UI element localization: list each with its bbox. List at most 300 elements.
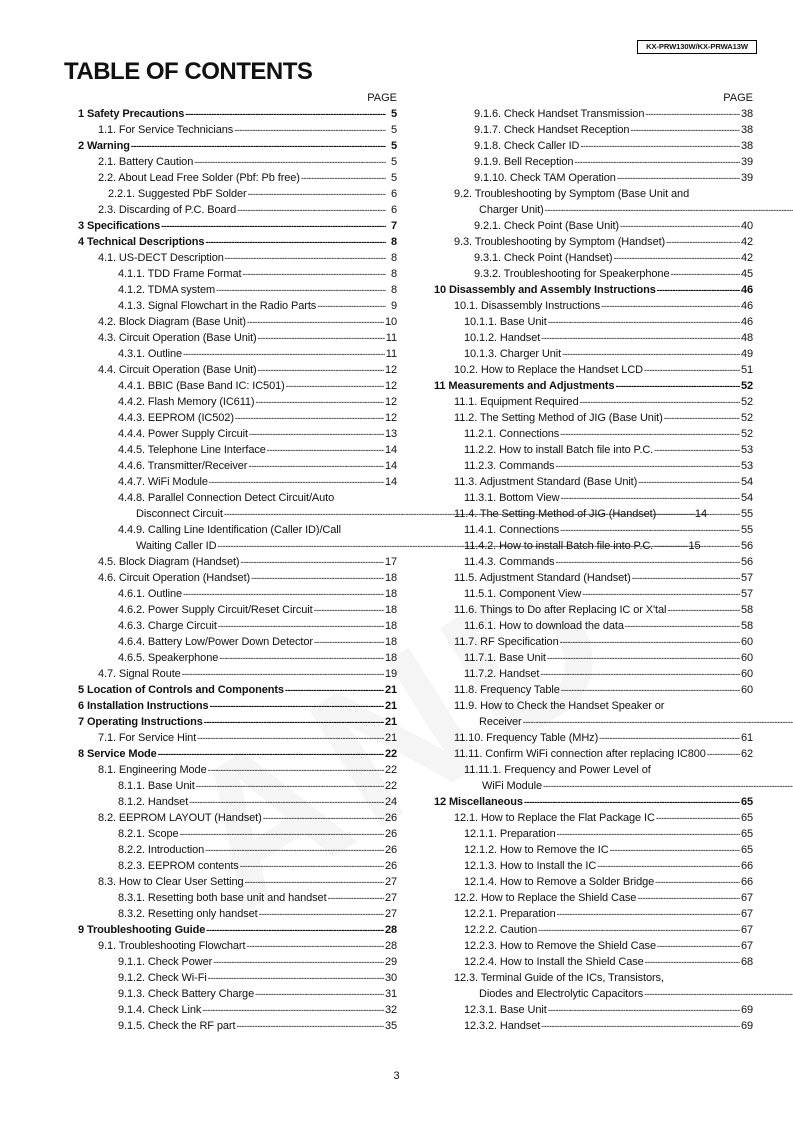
- toc-entry[interactable]: [434, 730, 753, 746]
- toc-entry-title: 10 Disassembly and Assembly Instructions: [434, 284, 656, 296]
- toc-entry-title: 5 Location of Controls and Components: [78, 684, 284, 696]
- toc-right-column: [434, 90, 753, 1034]
- toc-entry[interactable]: [78, 1002, 397, 1018]
- toc-entry[interactable]: [78, 362, 397, 378]
- dot-leader: [267, 443, 384, 458]
- toc-entry-title: 4.3.1. Outline: [118, 348, 183, 360]
- toc-entry[interactable]: [434, 330, 753, 346]
- dot-leader: [547, 651, 740, 666]
- toc-entry-page: 45: [740, 268, 753, 280]
- toc-entry[interactable]: [78, 778, 397, 794]
- toc-entry-page: 28: [384, 940, 397, 952]
- toc-entry-title: 4.4. Circuit Operation (Base Unit): [98, 364, 257, 376]
- toc-entry-page: 21: [384, 716, 397, 728]
- toc-entry-title: 9.1.8. Check Caller ID: [474, 140, 580, 152]
- toc-entry[interactable]: [78, 122, 397, 138]
- toc-entry-page: 55: [740, 524, 753, 536]
- toc-entry-page: 19: [384, 668, 397, 680]
- toc-entry-page: 24: [384, 796, 397, 808]
- toc-entry[interactable]: [434, 618, 753, 634]
- toc-entry-page: 28: [384, 924, 397, 936]
- toc-entry[interactable]: [78, 714, 397, 730]
- toc-entry-title: 9.1.5. Check the RF part: [118, 1020, 236, 1032]
- dot-leader: [524, 795, 740, 810]
- toc-entry-page: 52: [740, 396, 753, 408]
- toc-entry-title: 8 Service Mode: [78, 748, 157, 760]
- dot-leader: [255, 987, 384, 1002]
- toc-entry[interactable]: [78, 570, 397, 586]
- toc-entry[interactable]: [434, 1002, 753, 1018]
- toc-entry[interactable]: [434, 170, 753, 186]
- dot-leader: [180, 827, 384, 842]
- toc-entry[interactable]: [78, 986, 397, 1002]
- toc-entry-title: 8.2.3. EEPROM contents: [118, 860, 239, 872]
- toc-entry[interactable]: [78, 554, 397, 570]
- dot-leader: [286, 379, 384, 394]
- toc-entry-title-continued: WiFi Module: [482, 780, 543, 792]
- dot-leader: [317, 299, 386, 314]
- dot-leader: [561, 491, 740, 506]
- dot-leader: [523, 715, 793, 730]
- toc-entry[interactable]: [434, 794, 753, 810]
- dot-leader: [185, 107, 386, 122]
- toc-entry-page: 8: [390, 284, 397, 296]
- dot-leader: [210, 699, 384, 714]
- toc-entry-title: 8.1. Engineering Mode: [98, 764, 207, 776]
- dot-leader: [707, 747, 740, 762]
- toc-entry[interactable]: [434, 602, 753, 618]
- toc-entry-page: 12: [384, 396, 397, 408]
- toc-entry-title: 8.2.2. Introduction: [118, 844, 205, 856]
- toc-entry-title: 9.3.2. Troubleshooting for Speakerphone: [474, 268, 670, 280]
- toc-entry[interactable]: [434, 474, 753, 490]
- toc-entry[interactable]: [434, 650, 753, 666]
- toc-entry[interactable]: [78, 826, 397, 842]
- toc-entry-title: 9.1.6. Check Handset Transmission: [474, 108, 645, 120]
- toc-entry[interactable]: [78, 426, 397, 442]
- toc-entry-page: 8: [390, 252, 397, 264]
- toc-entry-title: 9 Troubleshooting Guide: [78, 924, 206, 936]
- toc-entry-title: 9.1.10. Check TAM Operation: [474, 172, 616, 184]
- dot-leader: [183, 347, 385, 362]
- toc-entry-title: 7 Operating Instructions: [78, 716, 203, 728]
- toc-entry[interactable]: [434, 666, 753, 682]
- toc-entry-page: 58: [740, 620, 753, 632]
- toc-entry-title: 10.1.1. Base Unit: [464, 316, 547, 328]
- dot-leader: [630, 123, 740, 138]
- toc-entry-page: 6: [390, 204, 397, 216]
- toc-entry-title: 11.2.2. How to install Batch file into P.C.: [464, 444, 654, 456]
- dot-leader: [548, 315, 740, 330]
- toc-entry[interactable]: [434, 298, 753, 314]
- toc-entry[interactable]: [434, 538, 753, 554]
- toc-entry-page: 60: [740, 668, 753, 680]
- toc-entry-title: 11.2.3. Commands: [464, 460, 555, 472]
- toc-entry-page: 38: [740, 140, 753, 152]
- toc-entry-page: 5: [390, 156, 397, 168]
- dot-leader: [246, 939, 384, 954]
- toc-entry[interactable]: [78, 154, 397, 170]
- toc-entry-title: 11.5.1. Component View: [464, 588, 582, 600]
- toc-entry[interactable]: [78, 298, 397, 314]
- toc-entry[interactable]: [78, 330, 397, 346]
- toc-entry[interactable]: [434, 842, 753, 858]
- toc-entry[interactable]: [434, 122, 753, 138]
- dot-leader: [556, 555, 740, 570]
- toc-entry-page: 35: [384, 1020, 397, 1032]
- toc-entry-title: 2.2.1. Suggested PbF Solder: [108, 188, 247, 200]
- toc-entry-title: 4.1. US-DECT Description: [98, 252, 224, 264]
- dot-leader: [580, 395, 740, 410]
- toc-entry[interactable]: [434, 634, 753, 650]
- toc-entry[interactable]: [78, 922, 397, 938]
- toc-entry-page: 22: [384, 748, 397, 760]
- toc-entry[interactable]: [434, 938, 753, 954]
- toc-entry-page: 66: [740, 876, 753, 888]
- toc-entry[interactable]: [434, 874, 753, 890]
- toc-entry[interactable]: [78, 906, 397, 922]
- toc-entry-page: 49: [740, 348, 753, 360]
- toc-entry[interactable]: [434, 906, 753, 922]
- toc-entry[interactable]: [434, 890, 753, 906]
- toc-entry-page: 26: [384, 828, 397, 840]
- toc-entry-title: 4.1.2. TDMA system: [118, 284, 216, 296]
- toc-entry-page: 65: [740, 796, 753, 808]
- dot-leader: [617, 171, 740, 186]
- toc-entry-page: 29: [384, 956, 397, 968]
- toc-entry-title: 2 Warning: [78, 140, 130, 152]
- toc-entry-title: 11.11.1. Frequency and Power Level of: [464, 764, 651, 776]
- toc-entry[interactable]: [434, 250, 753, 266]
- toc-entry[interactable]: [434, 138, 753, 154]
- dot-leader: [248, 187, 386, 202]
- toc-entry[interactable]: [434, 410, 753, 426]
- dot-leader: [208, 971, 384, 986]
- toc-entry[interactable]: [78, 586, 397, 602]
- toc-entry[interactable]: [434, 282, 753, 298]
- toc-entry[interactable]: [78, 442, 397, 458]
- dot-leader: [245, 875, 384, 890]
- toc-entry-title: 4.6.5. Speakerphone: [118, 652, 219, 664]
- dot-leader: [131, 139, 386, 154]
- dot-leader: [657, 283, 740, 298]
- dot-leader: [285, 683, 384, 698]
- dot-leader: [255, 395, 383, 410]
- toc-entry[interactable]: [78, 474, 397, 490]
- toc-entry-title: 3 Specifications: [78, 220, 161, 232]
- toc-entry-title: 2.1. Battery Caution: [98, 156, 194, 168]
- toc-entry[interactable]: [78, 970, 397, 986]
- toc-entry[interactable]: [434, 378, 753, 394]
- toc-entry-title: 4.4.9. Calling Line Identification (Caller ID)/Call: [118, 524, 341, 536]
- toc-entry[interactable]: [434, 1018, 753, 1034]
- toc-entry-title: 9.1.4. Check Link: [118, 1004, 202, 1016]
- toc-entry[interactable]: [434, 346, 753, 362]
- toc-entry-page: 60: [740, 636, 753, 648]
- toc-entry-page: 69: [740, 1020, 753, 1032]
- toc-entry-title: 4.6. Circuit Operation (Handset): [98, 572, 251, 584]
- toc-entry[interactable]: [78, 138, 397, 154]
- dot-leader: [667, 603, 740, 618]
- toc-entry[interactable]: [434, 970, 753, 1002]
- dot-leader: [599, 731, 740, 746]
- toc-entry-page: 52: [740, 428, 753, 440]
- page-column-label: PAGE: [367, 92, 397, 104]
- dot-leader: [597, 859, 740, 874]
- dot-leader: [543, 779, 793, 794]
- dot-leader: [541, 1019, 740, 1034]
- toc-entry[interactable]: [78, 890, 397, 906]
- toc-entry[interactable]: [78, 682, 397, 698]
- toc-entry-title: 7.1. For Service Hint: [98, 732, 197, 744]
- dot-leader: [601, 299, 740, 314]
- toc-entry-title: 11.4.3. Commands: [464, 556, 555, 568]
- toc-entry[interactable]: [434, 506, 753, 522]
- toc-entry-page: 13: [384, 428, 397, 440]
- toc-entry-title: 11.10. Frequency Table (MHz): [454, 732, 599, 744]
- dot-leader: [613, 251, 740, 266]
- toc-entry-title: 4.6.1. Outline: [118, 588, 183, 600]
- toc-entry-page: 57: [740, 572, 753, 584]
- toc-entry-page: 54: [740, 492, 753, 504]
- toc-entry[interactable]: [78, 618, 397, 634]
- toc-entry-page: 12: [384, 364, 397, 376]
- toc-entry[interactable]: [78, 106, 397, 122]
- toc-entry[interactable]: [78, 858, 397, 874]
- toc-entry-title: 11.7. RF Specification: [454, 636, 559, 648]
- toc-entry[interactable]: [78, 746, 397, 762]
- dot-leader: [236, 1019, 384, 1034]
- dot-leader: [557, 907, 740, 922]
- toc-entry[interactable]: [434, 554, 753, 570]
- toc-entry[interactable]: [78, 938, 397, 954]
- toc-entry-page: 56: [740, 540, 753, 552]
- toc-entry-title: 12.2.4. How to Install the Shield Case: [464, 956, 644, 968]
- toc-entry-title: 8.2. EEPROM LAYOUT (Handset): [98, 812, 262, 824]
- dot-leader: [251, 571, 384, 586]
- dot-leader: [562, 347, 740, 362]
- toc-entry[interactable]: [78, 842, 397, 858]
- dot-leader: [540, 667, 740, 682]
- dot-leader: [249, 427, 384, 442]
- toc-entry-title: 11.8. Frequency Table: [454, 684, 560, 696]
- toc-entry[interactable]: [434, 234, 753, 250]
- toc-entry[interactable]: [78, 170, 397, 186]
- dot-leader: [240, 859, 384, 874]
- toc-entry-page: 27: [384, 908, 397, 920]
- toc-entry[interactable]: [434, 954, 753, 970]
- toc-entry[interactable]: [434, 394, 753, 410]
- toc-entry-title: 11.2.1. Connections: [464, 428, 560, 440]
- toc-entry[interactable]: [78, 266, 397, 282]
- toc-entry-title: 4.4.1. BBIC (Base Band IC: IC501): [118, 380, 285, 392]
- toc-entry-title: 4.6.3. Charge Circuit: [118, 620, 217, 632]
- toc-entry[interactable]: [434, 218, 753, 234]
- toc-entry-title: 12.3.2. Handset: [464, 1020, 541, 1032]
- toc-entry-title: 10.1.2. Handset: [464, 332, 541, 344]
- dot-leader: [301, 171, 386, 186]
- toc-entry-title: 11.3.1. Bottom View: [464, 492, 560, 504]
- dot-leader: [258, 363, 384, 378]
- toc-entry[interactable]: [78, 314, 397, 330]
- toc-entry-title: 2.2. About Lead Free Solder (Pbf: Pb free): [98, 172, 300, 184]
- toc-entry-page: 52: [740, 380, 753, 392]
- toc-entry-page: 53: [740, 444, 753, 456]
- dot-leader: [205, 843, 384, 858]
- toc-entry-page: 60: [740, 684, 753, 696]
- toc-entry[interactable]: [78, 954, 397, 970]
- toc-entry[interactable]: [434, 810, 753, 826]
- toc-entry-title: 12.1.3. How to Install the IC: [464, 860, 597, 872]
- dot-leader: [237, 203, 386, 218]
- toc-entry[interactable]: [78, 666, 397, 682]
- toc-entry[interactable]: [78, 458, 397, 474]
- toc-entry[interactable]: [78, 762, 397, 778]
- toc-entry-page: 65: [740, 828, 753, 840]
- toc-entry-page: 14: [384, 476, 397, 488]
- dot-leader: [644, 987, 793, 1002]
- dot-leader: [218, 619, 384, 634]
- toc-entry-title: 10.2. How to Replace the Handset LCD: [454, 364, 644, 376]
- toc-entry[interactable]: [78, 394, 397, 410]
- toc-entry[interactable]: [78, 410, 397, 426]
- toc-entry-title: 12.3. Terminal Guide of the ICs, Transistors,: [454, 972, 664, 984]
- toc-entry-title: 11.6.1. How to download the data: [464, 620, 624, 632]
- toc-entry[interactable]: [78, 1018, 397, 1034]
- toc-entry[interactable]: [78, 698, 397, 714]
- toc-entry[interactable]: [434, 314, 753, 330]
- toc-entry-title: 1.1. For Service Technicians: [98, 124, 234, 136]
- toc-entry-page: 32: [384, 1004, 397, 1016]
- toc-entry-page: 18: [384, 636, 397, 648]
- toc-entry-title-continued: Disconnect Circuit: [136, 508, 223, 520]
- toc-entry[interactable]: [78, 218, 397, 234]
- toc-entry-page: 27: [384, 876, 397, 888]
- toc-entry-title: 11.3. Adjustment Standard (Base Unit): [454, 476, 638, 488]
- toc-entry-page: 10: [384, 316, 397, 328]
- toc-entry-title: 12.2. How to Replace the Shield Case: [454, 892, 637, 904]
- toc-entry-page: 17: [384, 556, 397, 568]
- toc-entry[interactable]: [434, 154, 753, 170]
- toc-entry-page: 18: [384, 572, 397, 584]
- toc-entry[interactable]: [434, 458, 753, 474]
- toc-entry-page: 6: [390, 188, 397, 200]
- toc-entry[interactable]: [78, 234, 397, 250]
- toc-entry-title: 12.1.4. How to Remove a Solder Bridge: [464, 876, 655, 888]
- toc-entry[interactable]: [434, 922, 753, 938]
- toc-entry-title: 11.11. Confirm WiFi connection after replacing IC800: [454, 748, 706, 760]
- toc-entry[interactable]: [78, 874, 397, 890]
- toc-entry-title: 4.4.3. EEPROM (IC502): [118, 412, 234, 424]
- toc-entry-title: 8.2.1. Scope: [118, 828, 179, 840]
- toc-entry[interactable]: [434, 490, 753, 506]
- toc-entry-title: 4.3. Circuit Operation (Base Unit): [98, 332, 257, 344]
- toc-entry-page: 39: [740, 156, 753, 168]
- toc-entry-title: 10.1. Disassembly Instructions: [454, 300, 601, 312]
- toc-entry[interactable]: [434, 426, 753, 442]
- dot-leader: [548, 1003, 740, 1018]
- toc-entry[interactable]: [78, 650, 397, 666]
- toc-entry-page: 11: [385, 348, 397, 360]
- toc-entry-page: 14: [384, 444, 397, 456]
- toc-entry-page: 52: [740, 412, 753, 424]
- toc-entry[interactable]: [78, 282, 397, 298]
- toc-entry-title: 8.3. How to Clear User Setting: [98, 876, 244, 888]
- toc-entry[interactable]: [434, 586, 753, 602]
- toc-entry-title-continued: Diodes and Electrolytic Capacitors: [479, 988, 644, 1000]
- dot-leader: [158, 747, 384, 762]
- dot-leader: [644, 363, 740, 378]
- dot-leader: [580, 139, 740, 154]
- toc-entry-page: 18: [384, 652, 397, 664]
- toc-entry[interactable]: [78, 186, 397, 202]
- toc-entry-page: 9: [390, 300, 397, 312]
- toc-entry-page: 65: [740, 812, 753, 824]
- toc-entry[interactable]: [434, 682, 753, 698]
- toc-entry[interactable]: [434, 266, 753, 282]
- dot-leader: [205, 235, 386, 250]
- toc-entry[interactable]: [434, 858, 753, 874]
- dot-leader: [248, 459, 384, 474]
- toc-entry[interactable]: [434, 570, 753, 586]
- toc-entry-title: 9.1.2. Check Wi-Fi: [118, 972, 207, 984]
- dot-leader: [610, 843, 740, 858]
- toc-entry[interactable]: [78, 794, 397, 810]
- toc-entry[interactable]: [434, 826, 753, 842]
- toc-entry[interactable]: [434, 746, 753, 762]
- toc-entry[interactable]: [78, 634, 397, 650]
- toc-entry[interactable]: [78, 602, 397, 618]
- toc-entry-title: 10.1.3. Charger Unit: [464, 348, 562, 360]
- toc-entry[interactable]: [78, 202, 397, 218]
- toc-entry-page: 68: [740, 956, 753, 968]
- dot-leader: [645, 107, 740, 122]
- toc-entry-page: 46: [740, 300, 753, 312]
- toc-entry[interactable]: [78, 378, 397, 394]
- toc-entry[interactable]: [434, 762, 753, 794]
- toc-entry-page: 56: [740, 556, 753, 568]
- toc-entry[interactable]: [78, 730, 397, 746]
- toc-entry[interactable]: [78, 346, 397, 362]
- toc-entry[interactable]: [434, 442, 753, 458]
- toc-entry-title: 1 Safety Precautions: [78, 108, 185, 120]
- dot-leader: [556, 459, 740, 474]
- toc-entry-title: 12.1. How to Replace the Flat Package IC: [454, 812, 655, 824]
- toc-entry[interactable]: [434, 698, 753, 730]
- dot-leader: [541, 331, 740, 346]
- dot-leader: [235, 411, 384, 426]
- toc-entry-page: 65: [740, 844, 753, 856]
- toc-entry[interactable]: [434, 106, 753, 122]
- toc-entry-title: 12.3.1. Base Unit: [464, 1004, 547, 1016]
- toc-entry-title: 4.4.8. Parallel Connection Detect Circuit/Auto: [118, 492, 335, 504]
- toc-entry-page: 40: [740, 220, 753, 232]
- dot-leader: [657, 507, 740, 522]
- toc-entry[interactable]: [434, 522, 753, 538]
- toc-entry[interactable]: [78, 250, 397, 266]
- toc-entry[interactable]: [78, 810, 397, 826]
- toc-entry-title: 6 Installation Instructions: [78, 700, 209, 712]
- toc-entry-page: 58: [740, 604, 753, 616]
- toc-entry-title: 12.2.1. Preparation: [464, 908, 556, 920]
- toc-entry-page: 67: [740, 940, 753, 952]
- toc-entry-title: 9.3. Troubleshooting by Symptom (Handset): [454, 236, 666, 248]
- toc-entry-title: 11.7.2. Handset: [464, 668, 540, 680]
- toc-entry-page: 62: [740, 748, 753, 760]
- toc-entry[interactable]: [434, 362, 753, 378]
- toc-entry-page: 67: [740, 924, 753, 936]
- toc-entry[interactable]: [434, 186, 753, 218]
